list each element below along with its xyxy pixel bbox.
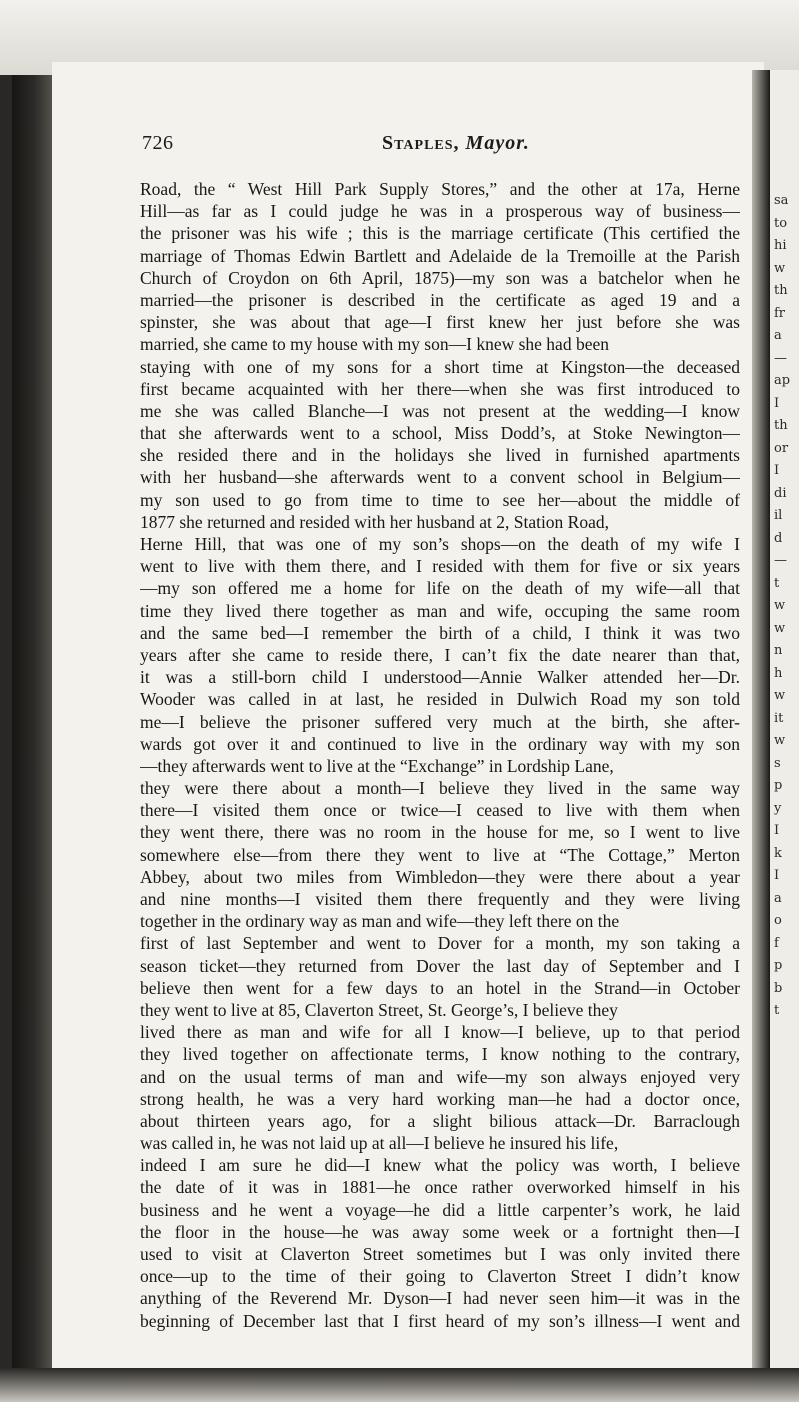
edge-fragment: it — [774, 710, 784, 726]
edge-fragment: d — [774, 530, 783, 546]
text-line: Wooder was called in at last, he resided in Dulwich Road my son told — [140, 689, 740, 710]
text-line: Road, the “ West Hill Park Supply Stores,” and the other at 17a, Herne — [140, 179, 740, 199]
text-line: they were there about a month—I believe they lived in the same way — [140, 778, 740, 799]
edge-fragment: il — [774, 508, 783, 523]
text-line: lived there as man and wife for all I know—I believe, up to that period — [140, 1022, 740, 1043]
text-line: together in the ordinary way as man and wife—they left there on the — [140, 911, 620, 932]
text-line: first of last September and went to Dover for a month, my son taking a — [140, 933, 740, 954]
text-line: with her husband—she afterwards went to a convent school in Belgium— — [140, 467, 740, 488]
edge-fragment: p — [774, 778, 783, 793]
text-line: me—I believe the prisoner suffered very much at the birth, she after- — [140, 711, 740, 732]
text-line: my son used to go from time to time to see her—about the middle of — [140, 489, 740, 510]
text-line: indeed I am sure he did—I knew what the policy was worth, I believe — [140, 1155, 740, 1176]
edge-fragment: hi — [774, 238, 787, 253]
text-line: and the same bed—I remember the birth of a child, I think it was two — [140, 622, 740, 643]
text-line: marriage of Thomas Edwin Bartlett and Adelaide de la Tremoille at the Parish — [140, 245, 740, 266]
edge-fragment: fr — [774, 305, 786, 321]
edge-fragment: o — [774, 913, 782, 928]
text-line: first became acquainted with her there—when she was first introduced to — [140, 378, 740, 399]
text-line: once—up to the time of their going to Claverton Street I didn’t know — [140, 1266, 740, 1287]
edge-fragment: — — [774, 553, 787, 568]
edge-fragment: ap — [774, 373, 791, 388]
text-line: married—the prisoner is described in the certificate as aged 19 and a — [140, 289, 740, 310]
edge-fragment: di — [774, 485, 787, 501]
text-line: Church of Croydon on 6th April, 1875)—my son was a batchelor when he — [140, 267, 740, 288]
text-line: me she was called Blanche—I was not present at the wedding—I know — [140, 400, 740, 421]
edge-fragment: w — [774, 620, 786, 636]
edge-fragment: w — [774, 598, 786, 613]
text-line: 1877 she returned and resided with her husband at 2, Station Road, — [140, 511, 609, 532]
running-title — [382, 132, 530, 155]
text-line: she resided there and in the holidays she lived in furnished apartments — [140, 445, 740, 466]
text-line: the prisoner was his wife ; this is the marriage certificate (This certified the — [140, 223, 740, 244]
body-text — [140, 178, 740, 1332]
text-line: the date of it was in 1881—he once rather overworked himself in his — [140, 1177, 740, 1198]
edge-fragment: k — [774, 845, 782, 861]
text-line: used to visit at Claverton Street sometimes but I was only invited there — [140, 1244, 740, 1264]
edge-fragment: w — [774, 733, 786, 748]
edge-fragment: I — [774, 463, 780, 478]
next-page-edge-text — [774, 190, 799, 1023]
text-line: anything of the Reverend Mr. Dyson—I had never seen him—it was in the — [140, 1288, 740, 1309]
edge-fragment: s — [774, 755, 781, 771]
text-line: beginning of December last that I first heard of my son’s illness—I went and — [140, 1310, 740, 1331]
text-line: time they lived there together as man and wife, occuping the same room — [140, 600, 740, 621]
running-title-role: Mayor. — [465, 132, 530, 154]
page-number: 726 — [142, 132, 174, 154]
edge-fragment: h — [774, 665, 783, 681]
left-gutter — [0, 75, 12, 1375]
text-line: somewhere else—from there they went to live at “The Cottage,” Merton — [140, 844, 740, 865]
text-line: strong health, he was a very hard working man—he had a doctor once, — [140, 1088, 740, 1109]
edge-fragment: th — [774, 418, 788, 433]
text-line: married, she came to my house with my son—I knew she had been — [140, 334, 609, 355]
edge-fragment: f — [774, 935, 779, 951]
text-line: they went to live at 85, Claverton Street, St. George’s, I believe they — [140, 999, 618, 1020]
text-line: the floor in the house—he was away some week or a fortnight then—I — [140, 1221, 740, 1242]
scan-bottom-margin — [0, 1368, 799, 1402]
edge-fragment: p — [774, 958, 783, 973]
edge-fragment: or — [774, 440, 789, 456]
edge-fragment: — — [774, 350, 787, 366]
text-line: wards got over it and continued to live in the ordinary way with my son — [140, 733, 740, 754]
text-line: and nine months—I visited them there frequently and they were living — [140, 889, 740, 909]
text-line: there—I visited them once or twice—I ceased to live with them when — [140, 800, 740, 821]
text-line: believe then went for a few days to an hotel in the Strand—in October — [140, 977, 740, 998]
text-line: they lived together on affectionate terms, I know nothing to the contrary, — [140, 1044, 740, 1065]
text-line: they went there, there was no room in the house for me, so I went to live — [140, 822, 740, 843]
edge-fragment: a — [774, 890, 782, 906]
page-header — [92, 132, 732, 158]
text-line: it was a still-born child I understood—Annie Walker attended her—Dr. — [140, 667, 740, 688]
edge-fragment: a — [774, 328, 782, 343]
text-line: about thirteen years ago, for a slight bilious attack—Dr. Barraclough — [140, 1110, 740, 1131]
edge-fragment: I — [774, 868, 780, 883]
text-line: and on the usual terms of man and wife—my son always enjoyed very — [140, 1066, 740, 1087]
edge-fragment: y — [774, 800, 782, 816]
edge-fragment: w — [774, 688, 786, 703]
edge-fragment: sa — [774, 193, 789, 208]
text-line: Herne Hill, that was one of my son’s shops—on the death of my wife I — [140, 534, 740, 554]
page-fold-shadow — [752, 70, 770, 1370]
text-line: was called in, he was not laid up at all—I believe he insured his life, — [140, 1133, 619, 1154]
text-line: —they afterwards went to live at the “Exchange” in Lordship Lane, — [140, 755, 614, 776]
edge-fragment: to — [774, 215, 788, 231]
text-line: went to live with them there, and I resided with them for five or six years — [140, 556, 740, 577]
edge-fragment: w — [774, 260, 786, 276]
text-line: spinster, she was about that age—I first knew her just before she was — [140, 312, 740, 333]
edge-fragment: n — [774, 643, 783, 658]
text-line: years after she came to reside there, I can’t fix the date nearer than that, — [140, 644, 740, 665]
text-line: Abbey, about two miles from Wimbledon—they were there about a year — [140, 866, 740, 887]
edge-fragment: t — [774, 575, 780, 591]
edge-fragment: t — [774, 1003, 780, 1018]
next-page-edge — [770, 70, 799, 1370]
text-line: season ticket—they returned from Dover the last day of September and I — [140, 955, 740, 976]
text-line: that she afterwards went to a school, Miss Dodd’s, at Stoke Newington— — [140, 423, 740, 444]
edge-fragment: I — [774, 823, 780, 838]
text-line: business and he went a voyage—he did a little carpenter’s work, he laid — [140, 1199, 740, 1220]
edge-fragment: b — [774, 980, 783, 996]
text-line: Hill—as far as I could judge he was in a prosperous way of business— — [140, 201, 740, 222]
text-line: staying with one of my sons for a short time at Kingston—the deceased — [140, 356, 740, 377]
edge-fragment: th — [774, 283, 788, 298]
running-title-name: Staples, — [382, 132, 460, 154]
book-spine-shadow — [12, 75, 52, 1375]
text-line: —my son offered me a home for life on the death of my wife—all that — [140, 578, 740, 599]
edge-fragment: I — [774, 395, 780, 411]
